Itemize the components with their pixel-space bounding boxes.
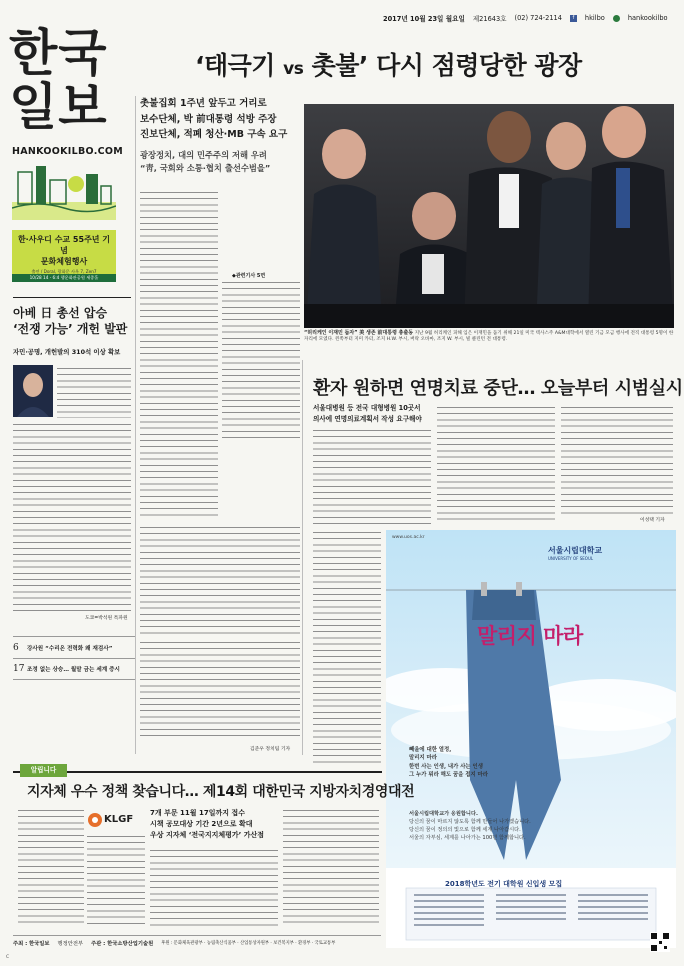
host-partner: 행정안전부 [57,940,84,947]
main-subheads [140,96,300,143]
subhead-line: “靑, 국회와 소통·협치 출선수범을” [140,163,271,173]
second-story-reporter: 이성택 기자 [640,518,665,523]
subhead-line: 서울대병원 등 전국 대형병원 10곳서 [313,404,421,412]
subhead-line: 시책 공모대상 기간 2년으로 확대 [150,820,253,828]
left-story-subhead: 자민·공명, 개헌발의 310석 이상 확보 [13,348,121,356]
subhead-line: 보수단체, 박 前대통령 석방 주장 [140,113,277,125]
logo-line-2: 일보 [9,78,108,136]
subhead-line: 7개 부문 11월 17일까지 접수 [150,809,245,817]
announcement-body-col-3 [150,848,278,928]
masthead-info-bar [383,12,675,24]
related-article-tag[interactable]: ◆관련기사 5면 [232,273,266,279]
page-number: C [6,955,10,960]
promo-details: 출연 / Doral, 광화문 사옥 7, Zen7 [31,269,97,274]
headline-part-b: 촛불’ 다시 점령당한 광장 [311,51,582,80]
logo-line-1: 한국 [9,24,108,82]
ad-url[interactable]: www.uos.ac.kr [392,535,425,540]
host-label: 주최 : 한국일보 [13,940,50,947]
ad-copy-line: 빼올에 대한 열정, [409,747,452,753]
caption-text: 지난 9월 허리케인 피해 입은 이재민을 돕기 위해 21일 미국 텍사스주 A&M대학에서 열린 기금 모금 행사에 전직 대통령 5명이 한자리에 모였다. 왼쪽부터 지미 카터, 조지 H.W. 부시, 버락 오바마, 조지 W. 부시, 빌 클린턴 전 대통령. [304,331,674,343]
announcement-headline: 지자체 우수 정책 찾습니다… 제14회 대한민국 지방자치경영대전 [27,784,415,800]
left-story-reporter: 도쿄=박석원 특파원 [85,616,128,621]
newspaper-logo [9,26,127,134]
column-divider [302,360,303,755]
left-story-headline [13,305,131,337]
announcement-body-col-2 [87,834,145,928]
abe-portrait-photo [13,365,53,417]
ad-copy-secondary [409,810,579,842]
school-name: 서울시립대학교 [548,546,603,555]
subhead-line: 광장정치, 대의 민주주의 저해 우려 [140,150,267,160]
subhead-line: 의사에 연명의료계획서 작성 요구해야 [313,414,422,423]
promo-box[interactable] [12,230,116,282]
left-story-body-top [57,366,131,418]
headline-line: 아베 日 총선 압승 [13,306,108,320]
ad-copy-line: 말리지 마라 [409,755,437,762]
ad-copy-line: 서울시립대학교가 응원합니다. [409,811,478,817]
announcement-body-col-4 [283,808,379,928]
qr-code-icon[interactable] [650,932,670,952]
ad-copy-line: 한번 사는 인생, 내가 사는 인생 [409,763,483,770]
promo-bar: 10/28 14 - 6:4 행운화관공원 세종홀 [12,274,116,282]
announcement-badge: 알립니다 [20,764,67,777]
homepage-icon [613,15,620,22]
subhead-line: 진보단체, 적폐 청산·MB 구속 요구 [140,129,288,140]
index-text: 강사원 “수리온 전력화 왜 재검사” [27,645,113,652]
subhead-line: 우상 지자체 ‘전국지지체평가’ 가산점 [150,831,265,839]
column-divider [135,96,136,754]
ad-copy-line: 그 누가 뭐라 해도 꿈을 접지 마라 [409,771,488,778]
school-name-en: UNIVERSITY OF SEOUL [548,556,594,561]
facebook-handle[interactable]: hkilbo [584,14,605,22]
main-subheads-2 [140,149,300,175]
klgf-text: KLGF [104,814,134,825]
second-story-body-col-2 [437,405,555,525]
city-illustration-icon [12,162,116,220]
ad-main-slogan: 말리지 마라 [477,624,583,648]
main-headline [195,46,582,82]
main-story-body-col-3 [140,525,300,635]
issue-number: 제21643호 [472,15,507,23]
index-text: 조정 없는 상승… 월말 금는 세계 증시 [27,667,120,673]
second-story-subhead [313,403,431,424]
phone-number: (02) 724-2114 [514,14,562,22]
facebook-icon: f [570,15,577,22]
second-story-body-col-3 [561,405,673,515]
second-story-headline: 환자 원하면 연명치료 중단… 오늘부터 시범실시 [313,378,683,399]
section-rule [13,297,131,298]
ad-copy-line: 서울의 자부심, 세계를 나아가는 100년 함께합니다. [409,835,526,841]
index-page-number: 17 [13,664,25,674]
photo-caption [304,330,674,354]
headline-line: ‘전쟁 가능’ 개헌 발판 [13,322,128,336]
left-story-body [13,422,131,612]
ad-recruitment-title: 2018학년도 전기 대학원 신입생 모집 [445,880,563,888]
headline-vs: vs [283,59,304,79]
ad-copy [409,746,535,779]
index-page-number: 6 [13,642,19,653]
subhead-line: 촛불집회 1주년 앞두고 거리로 [140,98,267,109]
second-story-body-col-1 [313,428,431,524]
announcement-subheads [150,808,278,841]
ad-copy-line: 당신의 꿈이 마르지 않도록 함께 만들어 나가겠습니다. [409,819,531,825]
site-url[interactable]: HANKOOKILBO.COM [12,146,124,157]
ad-copy-line: 당신의 꿈이 정의의 빛으로 함께 세계 나아갑시다. [409,827,521,833]
issue-date: 2017년 10월 23일 월요일 [383,15,465,23]
page-index [13,636,135,680]
homepage-handle[interactable]: hankookilbo [627,14,668,22]
sponsor-label: 후원 : 문화체육관광부 · 농림축산식품부 · 산업통상자원부 · 보건복지부 · 환경부 · 국토교통부 [161,940,336,946]
promo-title-1: 한·사우디 수교 55주년 기념 [17,235,111,255]
announcement-body-col-1 [18,808,84,928]
second-story-body-col-4 [313,530,381,765]
former-presidents-photo [304,104,674,328]
main-story-byline: 김준우 정치팀 기자 [250,747,291,752]
main-story-body-col-2 [222,280,300,440]
main-story-body-col-1 [140,190,218,520]
headline-part-a: ‘태극기 [195,51,275,80]
index-row[interactable] [13,636,135,658]
main-story-body-col-4 [140,640,300,740]
caption-title: “허리케인 이재민 돕자” 美 생존 前대통령 총출동 [304,330,414,336]
organizer-label: 주관 : 한국소방산업기술원 [91,940,154,947]
university-logo [548,545,630,563]
promo-title-2: 문화체험행사 [40,257,88,266]
index-row[interactable] [13,658,135,680]
announcement-credits [13,935,381,949]
